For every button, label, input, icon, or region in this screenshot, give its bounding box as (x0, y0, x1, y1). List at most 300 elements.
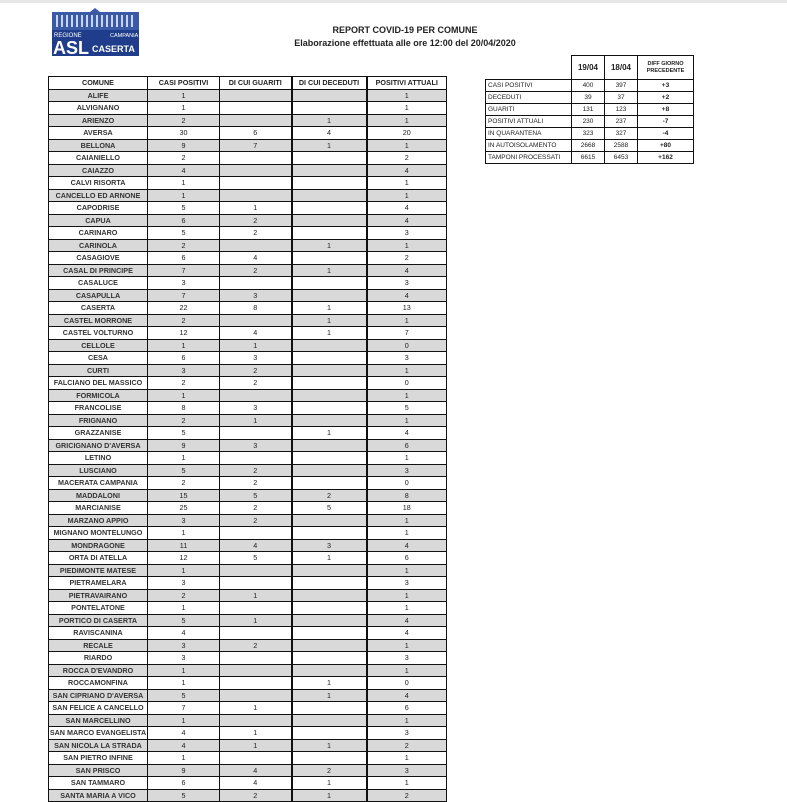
cell-comune: PORTICO DI CASERTA (49, 614, 148, 627)
cell-positivi-attuali: 6 (367, 552, 447, 565)
cell-positivi-attuali: 2 (367, 252, 447, 265)
summary-table (485, 55, 694, 164)
cell-casi-positivi: 5 (148, 427, 220, 440)
table-row (49, 764, 447, 777)
table-row (49, 577, 447, 590)
cell-comune: RIARDO (49, 652, 148, 665)
cell-comune: GRAZZANISE (49, 427, 148, 440)
cell-comune: CAIANIELLO (49, 152, 148, 165)
cell-positivi-attuali: 3 (367, 227, 447, 240)
cell-positivi-attuali: 4 (367, 164, 447, 177)
cell-positivi-attuali: 1 (367, 777, 447, 790)
cell-casi-positivi: 22 (148, 302, 220, 315)
summary-header-diff: DIFF GIORNO PRECEDENTE (638, 56, 694, 80)
cell-positivi-attuali: 1 (367, 177, 447, 190)
cell-guariti: 1 (220, 702, 292, 715)
table-row (49, 439, 447, 452)
cell-comune: RECALE (49, 639, 148, 652)
summary-value-18-04: 327 (605, 128, 638, 140)
cell-comune: CAIAZZO (49, 164, 148, 177)
cell-guariti: 2 (220, 377, 292, 390)
cell-guariti: 4 (220, 252, 292, 265)
cell-comune: FORMICOLA (49, 389, 148, 402)
cell-guariti: 1 (220, 202, 292, 215)
cell-deceduti (292, 464, 367, 477)
cell-casi-positivi: 9 (148, 439, 220, 452)
cell-guariti (220, 89, 292, 102)
table-row (49, 414, 447, 427)
cell-deceduti (292, 727, 367, 740)
cell-positivi-attuali: 1 (367, 452, 447, 465)
cell-positivi-attuali: 1 (367, 564, 447, 577)
cell-positivi-attuali: 4 (367, 202, 447, 215)
summary-label: DECEDUTI (486, 92, 572, 104)
cell-positivi-attuali: 1 (367, 139, 447, 152)
cell-positivi-attuali: 1 (367, 514, 447, 527)
cell-deceduti: 1 (292, 139, 367, 152)
cell-casi-positivi: 8 (148, 402, 220, 415)
cell-guariti (220, 189, 292, 202)
cell-deceduti (292, 289, 367, 302)
cell-casi-positivi: 5 (148, 202, 220, 215)
cell-positivi-attuali: 1 (367, 752, 447, 765)
cell-guariti (220, 177, 292, 190)
cell-deceduti (292, 452, 367, 465)
cell-guariti (220, 114, 292, 127)
cell-casi-positivi: 1 (148, 389, 220, 402)
summary-row (486, 92, 694, 104)
cell-deceduti: 1 (292, 114, 367, 127)
cell-guariti (220, 677, 292, 690)
comuni-table-body (49, 89, 447, 802)
cell-deceduti (292, 202, 367, 215)
cell-deceduti (292, 227, 367, 240)
summary-header-blank (486, 56, 572, 80)
cell-guariti (220, 389, 292, 402)
summary-diff: +3 (638, 80, 694, 92)
cell-guariti: 3 (220, 402, 292, 415)
table-row (49, 527, 447, 540)
table-row (49, 477, 447, 490)
cell-comune: PIEDIMONTE MATESE (49, 564, 148, 577)
cell-comune: PIETRAMELARA (49, 577, 148, 590)
cell-deceduti: 1 (292, 327, 367, 340)
cell-comune: AVERSA (49, 127, 148, 140)
cell-positivi-attuali: 6 (367, 439, 447, 452)
cell-deceduti (292, 152, 367, 165)
cell-casi-positivi: 3 (148, 364, 220, 377)
cell-guariti: 4 (220, 327, 292, 340)
column-header-comune: COMUNE (49, 77, 148, 90)
table-row (49, 327, 447, 340)
cell-deceduti (292, 352, 367, 365)
cell-positivi-attuali: 20 (367, 127, 447, 140)
cell-guariti: 2 (220, 214, 292, 227)
cell-casi-positivi: 2 (148, 114, 220, 127)
cell-comune: CESA (49, 352, 148, 365)
table-row (49, 639, 447, 652)
cell-positivi-attuali: 4 (367, 539, 447, 552)
summary-value-18-04: 6453 (605, 152, 638, 164)
cell-guariti: 2 (220, 364, 292, 377)
cell-guariti (220, 527, 292, 540)
cell-deceduti (292, 527, 367, 540)
cell-positivi-attuali: 1 (367, 527, 447, 540)
cell-comune: GRICIGNANO D'AVERSA (49, 439, 148, 452)
table-row (49, 352, 447, 365)
table-row (49, 614, 447, 627)
cell-deceduti: 2 (292, 489, 367, 502)
table-row (49, 714, 447, 727)
summary-value-18-04: 237 (605, 116, 638, 128)
cell-casi-positivi: 1 (148, 177, 220, 190)
cell-casi-positivi: 3 (148, 652, 220, 665)
cell-comune: CARINOLA (49, 239, 148, 252)
cell-comune: CASAPULLA (49, 289, 148, 302)
cell-comune: MIGNANO MONTELUNGO (49, 527, 148, 540)
cell-casi-positivi: 4 (148, 739, 220, 752)
cell-guariti: 1 (220, 739, 292, 752)
summary-label: CASI POSITIVI (486, 80, 572, 92)
table-row (49, 564, 447, 577)
cell-deceduti: 1 (292, 789, 367, 802)
cell-comune: LETINO (49, 452, 148, 465)
table-row (49, 189, 447, 202)
cell-comune: PONTELATONE (49, 602, 148, 615)
summary-value-19-04: 131 (572, 104, 605, 116)
cell-guariti: 4 (220, 539, 292, 552)
table-row (49, 652, 447, 665)
table-row (49, 214, 447, 227)
table-row (49, 339, 447, 352)
report-title: REPORT COVID-19 PER COMUNE (332, 25, 478, 35)
cell-guariti (220, 152, 292, 165)
cell-comune: MONDRAGONE (49, 539, 148, 552)
table-row (49, 114, 447, 127)
cell-positivi-attuali: 0 (367, 377, 447, 390)
summary-value-18-04: 123 (605, 104, 638, 116)
summary-label: GUARITI (486, 104, 572, 116)
summary-row (486, 116, 694, 128)
cell-comune: LUSCIANO (49, 464, 148, 477)
cell-deceduti (292, 277, 367, 290)
cell-guariti: 3 (220, 289, 292, 302)
cell-deceduti (292, 89, 367, 102)
cell-comune: SAN TAMMARO (49, 777, 148, 790)
cell-casi-positivi: 9 (148, 764, 220, 777)
cell-casi-positivi: 1 (148, 89, 220, 102)
cell-deceduti (292, 639, 367, 652)
summary-value-19-04: 2668 (572, 140, 605, 152)
cell-guariti: 2 (220, 502, 292, 515)
cell-guariti: 1 (220, 414, 292, 427)
cell-comune: FALCIANO DEL MASSICO (49, 377, 148, 390)
cell-casi-positivi: 6 (148, 214, 220, 227)
table-row (49, 164, 447, 177)
cell-deceduti (292, 564, 367, 577)
cell-deceduti (292, 589, 367, 602)
cell-casi-positivi: 7 (148, 289, 220, 302)
cell-positivi-attuali: 18 (367, 502, 447, 515)
cell-deceduti (292, 714, 367, 727)
cell-comune: MACERATA CAMPANIA (49, 477, 148, 490)
cell-casi-positivi: 15 (148, 489, 220, 502)
cell-casi-positivi: 1 (148, 339, 220, 352)
table-row (49, 127, 447, 140)
cell-guariti (220, 314, 292, 327)
cell-positivi-attuali: 13 (367, 302, 447, 315)
cell-casi-positivi: 5 (148, 464, 220, 477)
cell-guariti: 2 (220, 789, 292, 802)
cell-positivi-attuali: 1 (367, 589, 447, 602)
cell-casi-positivi: 2 (148, 414, 220, 427)
cell-positivi-attuali: 8 (367, 489, 447, 502)
table-row (49, 364, 447, 377)
cell-guariti (220, 452, 292, 465)
cell-deceduti: 4 (292, 127, 367, 140)
cell-casi-positivi: 1 (148, 714, 220, 727)
cell-guariti: 5 (220, 552, 292, 565)
cell-deceduti: 5 (292, 502, 367, 515)
cell-positivi-attuali: 6 (367, 702, 447, 715)
cell-deceduti: 1 (292, 239, 367, 252)
cell-deceduti (292, 252, 367, 265)
cell-deceduti (292, 652, 367, 665)
table-row (49, 289, 447, 302)
cell-guariti (220, 689, 292, 702)
cell-deceduti (292, 364, 367, 377)
cell-guariti: 1 (220, 589, 292, 602)
cell-deceduti: 1 (292, 689, 367, 702)
column-header-guariti: DI CUI GUARITI (220, 77, 292, 90)
cell-guariti (220, 714, 292, 727)
cell-casi-positivi: 2 (148, 377, 220, 390)
cell-positivi-attuali: 1 (367, 602, 447, 615)
summary-table-header (486, 56, 694, 80)
cell-deceduti (292, 402, 367, 415)
cell-positivi-attuali: 1 (367, 314, 447, 327)
table-row (49, 402, 447, 415)
table-row (49, 264, 447, 277)
cell-comune: CAPODRISE (49, 202, 148, 215)
cell-deceduti: 1 (292, 777, 367, 790)
summary-header-18-04: 18/04 (605, 56, 638, 80)
table-row (49, 552, 447, 565)
summary-diff: +80 (638, 140, 694, 152)
cell-positivi-attuali: 0 (367, 477, 447, 490)
cell-guariti (220, 102, 292, 115)
table-row (49, 727, 447, 740)
comuni-table-header (49, 77, 447, 90)
summary-label: POSITIVI ATTUALI (486, 116, 572, 128)
report-subtitle: Elaborazione effettuata alle ore 12:00 del 20/04/2020 (294, 38, 516, 48)
cell-casi-positivi: 1 (148, 677, 220, 690)
cell-deceduti (292, 377, 367, 390)
cell-casi-positivi: 9 (148, 139, 220, 152)
cell-deceduti (292, 577, 367, 590)
cell-comune: CASAGIOVE (49, 252, 148, 265)
summary-value-19-04: 39 (572, 92, 605, 104)
cell-guariti (220, 752, 292, 765)
table-row (49, 502, 447, 515)
cell-deceduti (292, 752, 367, 765)
cell-guariti: 2 (220, 464, 292, 477)
cell-deceduti (292, 339, 367, 352)
cell-guariti: 4 (220, 764, 292, 777)
cell-comune: FRIGNANO (49, 414, 148, 427)
cell-positivi-attuali: 5 (367, 402, 447, 415)
cell-casi-positivi: 7 (148, 702, 220, 715)
cell-casi-positivi: 11 (148, 539, 220, 552)
cell-casi-positivi: 2 (148, 239, 220, 252)
cell-positivi-attuali: 3 (367, 577, 447, 590)
cell-positivi-attuali: 1 (367, 714, 447, 727)
cell-deceduti: 1 (292, 264, 367, 277)
summary-diff: -4 (638, 128, 694, 140)
cell-guariti: 1 (220, 339, 292, 352)
cell-guariti (220, 239, 292, 252)
cell-guariti: 2 (220, 264, 292, 277)
cell-comune: FRANCOLISE (49, 402, 148, 415)
table-row (49, 702, 447, 715)
cell-guariti (220, 564, 292, 577)
cell-positivi-attuali: 1 (367, 664, 447, 677)
cell-comune: SAN FELICE A CANCELLO (49, 702, 148, 715)
cell-deceduti (292, 514, 367, 527)
column-header-casi-positivi: CASI POSITIVI (148, 77, 220, 90)
cell-positivi-attuali: 4 (367, 289, 447, 302)
cell-comune: ROCCAMONFINA (49, 677, 148, 690)
table-row (49, 739, 447, 752)
cell-positivi-attuali: 4 (367, 214, 447, 227)
cell-positivi-attuali: 4 (367, 614, 447, 627)
cell-comune: SAN MARCO EVANGELISTA (49, 728, 147, 737)
summary-row (486, 152, 694, 164)
cell-guariti: 2 (220, 477, 292, 490)
cell-casi-positivi: 6 (148, 352, 220, 365)
cell-positivi-attuali: 1 (367, 414, 447, 427)
table-row (49, 202, 447, 215)
cell-comune: ALVIGNANO (49, 102, 148, 115)
table-row (49, 102, 447, 115)
cell-deceduti (292, 602, 367, 615)
table-row (49, 452, 447, 465)
summary-value-19-04: 400 (572, 80, 605, 92)
cell-casi-positivi: 2 (148, 477, 220, 490)
cell-casi-positivi: 5 (148, 614, 220, 627)
cell-deceduti: 2 (292, 764, 367, 777)
cell-guariti: 5 (220, 489, 292, 502)
cell-casi-positivi: 1 (148, 102, 220, 115)
logo-campania-text: CAMPANIA (110, 33, 139, 39)
cell-comune: PIETRAVAIRANO (49, 589, 148, 602)
cell-deceduti: 1 (292, 677, 367, 690)
summary-diff: +2 (638, 92, 694, 104)
cell-guariti (220, 277, 292, 290)
cell-guariti: 2 (220, 514, 292, 527)
cell-guariti: 7 (220, 139, 292, 152)
cell-guariti (220, 577, 292, 590)
cell-positivi-attuali: 4 (367, 627, 447, 640)
cell-guariti: 2 (220, 227, 292, 240)
cell-casi-positivi: 1 (148, 189, 220, 202)
cell-positivi-attuali: 4 (367, 427, 447, 440)
cell-comune: SAN NICOLA LA STRADA (49, 739, 148, 752)
cell-positivi-attuali: 2 (367, 789, 447, 802)
cell-guariti: 3 (220, 439, 292, 452)
table-row (49, 689, 447, 702)
cell-positivi-attuali: 4 (367, 264, 447, 277)
cell-deceduti (292, 164, 367, 177)
cell-deceduti (292, 439, 367, 452)
summary-diff: +162 (638, 152, 694, 164)
cell-positivi-attuali: 1 (367, 102, 447, 115)
table-row (49, 752, 447, 765)
table-row (49, 239, 447, 252)
table-row (49, 139, 447, 152)
cell-casi-positivi: 1 (148, 564, 220, 577)
cell-guariti (220, 164, 292, 177)
cell-guariti (220, 602, 292, 615)
cell-guariti: 1 (220, 614, 292, 627)
comuni-table (48, 76, 447, 802)
summary-row (486, 128, 694, 140)
cell-comune: CANCELLO ED ARNONE (49, 189, 148, 202)
table-row (49, 602, 447, 615)
cell-casi-positivi: 6 (148, 252, 220, 265)
cell-comune: CASAL DI PRINCIPE (49, 264, 148, 277)
cell-deceduti (292, 214, 367, 227)
cell-casi-positivi: 30 (148, 127, 220, 140)
cell-deceduti (292, 177, 367, 190)
cell-comune: CAPUA (49, 214, 148, 227)
cell-positivi-attuali: 7 (367, 327, 447, 340)
summary-label: IN QUARANTENA (486, 128, 572, 140)
table-row (49, 677, 447, 690)
cell-casi-positivi: 7 (148, 264, 220, 277)
table-row (49, 389, 447, 402)
cell-guariti: 1 (220, 727, 292, 740)
cell-guariti (220, 652, 292, 665)
cell-comune: BELLONA (49, 139, 148, 152)
cell-casi-positivi: 5 (148, 227, 220, 240)
cell-casi-positivi: 1 (148, 752, 220, 765)
cell-deceduti: 1 (292, 302, 367, 315)
cell-deceduti (292, 414, 367, 427)
summary-row (486, 80, 694, 92)
cell-casi-positivi: 12 (148, 327, 220, 340)
cell-casi-positivi: 1 (148, 452, 220, 465)
cell-casi-positivi: 2 (148, 314, 220, 327)
cell-positivi-attuali: 4 (367, 689, 447, 702)
cell-comune: MADDALONI (49, 489, 148, 502)
table-row (49, 277, 447, 290)
summary-label: TAMPONI PROCESSATI (486, 152, 572, 164)
cell-guariti (220, 427, 292, 440)
report-header (290, 24, 520, 50)
summary-value-18-04: 2588 (605, 140, 638, 152)
cell-comune: RAVISCANINA (49, 627, 148, 640)
cell-positivi-attuali: 1 (367, 89, 447, 102)
cell-comune: CARINARO (49, 227, 148, 240)
cell-casi-positivi: 3 (148, 639, 220, 652)
cell-positivi-attuali: 1 (367, 639, 447, 652)
table-row (49, 177, 447, 190)
summary-diff: -7 (638, 116, 694, 128)
cell-comune: ORTA DI ATELLA (49, 552, 148, 565)
cell-guariti: 4 (220, 777, 292, 790)
column-header-deceduti: DI CUI DECEDUTI (292, 77, 367, 90)
